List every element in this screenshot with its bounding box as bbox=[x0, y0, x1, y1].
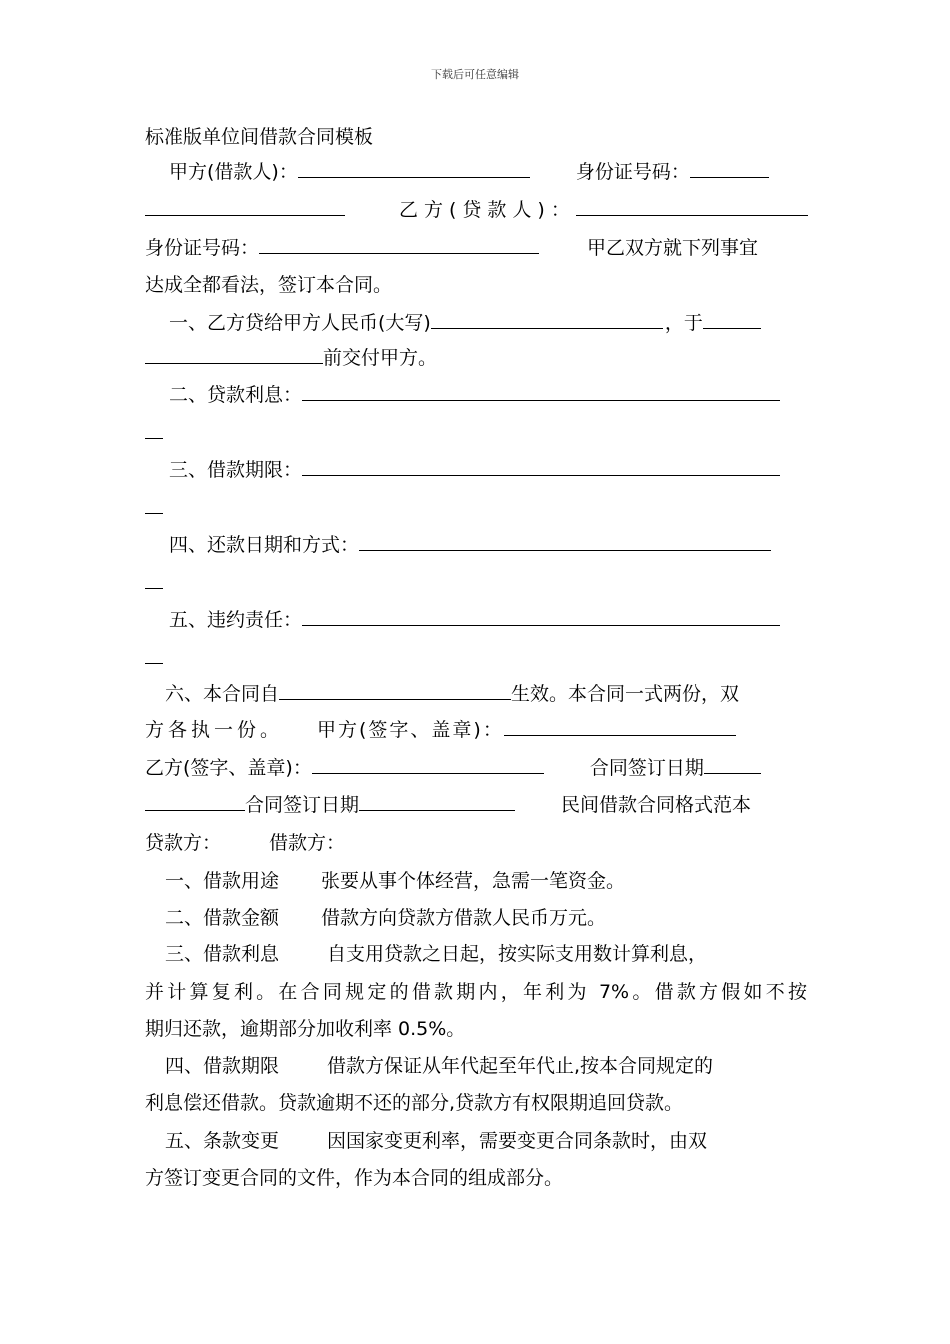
blank bbox=[145, 198, 345, 216]
section-3-line-3: 期归还款，逾期部分加收利率 0.5%。 bbox=[145, 1018, 466, 1040]
blank bbox=[145, 421, 163, 439]
blank bbox=[690, 160, 769, 178]
blank bbox=[312, 756, 544, 774]
line-party-b: 乙方(贷款人)： bbox=[145, 198, 807, 222]
blank bbox=[359, 793, 515, 811]
clause-2-cont bbox=[145, 421, 807, 445]
clause-1-cont: 前交付甲方。 bbox=[145, 346, 807, 370]
blank bbox=[259, 236, 539, 254]
blank bbox=[145, 496, 163, 514]
blank bbox=[145, 793, 245, 811]
clause-1: 一、乙方贷给甲方人民币(大写) ，于 bbox=[145, 311, 807, 335]
blank bbox=[504, 718, 736, 736]
blank bbox=[576, 198, 808, 216]
section-1: 一、借款用途 张要从事个体经营，急需一笔资金。 bbox=[165, 870, 626, 892]
clause-5: 五、违约责任： bbox=[145, 608, 807, 632]
clause-3: 三、借款期限： bbox=[145, 458, 807, 482]
clause-5-cont bbox=[145, 646, 807, 670]
page-header: 下载后可任意编辑 bbox=[431, 68, 519, 81]
blank bbox=[359, 533, 771, 551]
line-party-a: 甲方(借款人)： 身份证号码： bbox=[145, 160, 807, 184]
blank bbox=[298, 160, 530, 178]
blank bbox=[145, 646, 163, 664]
section-5: 五、条款变更 因国家变更利率，需要变更合同条款时，由双 bbox=[165, 1130, 708, 1152]
line-sign-date: 合同签订日期 民间借款合同格式范本 bbox=[145, 793, 807, 817]
blank bbox=[145, 346, 323, 364]
clause-6: 六、本合同自 生效。本合同一式两份，双 bbox=[165, 683, 740, 705]
document-title: 标准版单位间借款合同模板 bbox=[145, 126, 374, 148]
blank bbox=[145, 571, 163, 589]
clause-6-cont: 方各执一份。 甲方(签字、盖章)： bbox=[145, 718, 807, 742]
clause-4: 四、还款日期和方式： bbox=[145, 533, 807, 557]
line-id-number: 身份证号码： 甲乙双方就下列事宜 bbox=[145, 237, 759, 259]
clause-3-cont bbox=[145, 496, 807, 520]
blank bbox=[279, 682, 511, 700]
section-5-line-2: 方签订变更合同的文件，作为本合同的组成部分。 bbox=[145, 1167, 564, 1189]
section-2: 二、借款金额 借款方向贷款方借款人民币万元。 bbox=[165, 907, 607, 929]
line-parties: 贷款方： 借款方： bbox=[145, 832, 346, 854]
blank bbox=[302, 383, 780, 401]
line-party-b-sign: 乙方(签字、盖章)： 合同签订日期 bbox=[145, 756, 807, 780]
section-3: 三、借款利息 自支用贷款之日起，按实际支用数计算利息， bbox=[165, 943, 708, 965]
blank bbox=[302, 458, 780, 476]
blank bbox=[302, 608, 780, 626]
blank bbox=[704, 756, 761, 774]
section-4-line-2: 利息偿还借款。贷款逾期不还的部分,贷款方有权限期追回贷款。 bbox=[145, 1092, 684, 1114]
clause-2: 二、贷款利息： bbox=[145, 383, 807, 407]
line-agreement: 达成全都看法，签订本合同。 bbox=[145, 274, 393, 296]
section-4: 四、借款期限 借款方保证从年代起至年代止,按本合同规定的 bbox=[165, 1055, 714, 1077]
blank bbox=[703, 311, 761, 329]
blank bbox=[431, 311, 663, 329]
clause-4-cont bbox=[145, 571, 807, 595]
section-3-line-2: 并计算复利。在合同规定的借款期内，年利为 7%。借款方假如不按 bbox=[145, 981, 807, 1003]
